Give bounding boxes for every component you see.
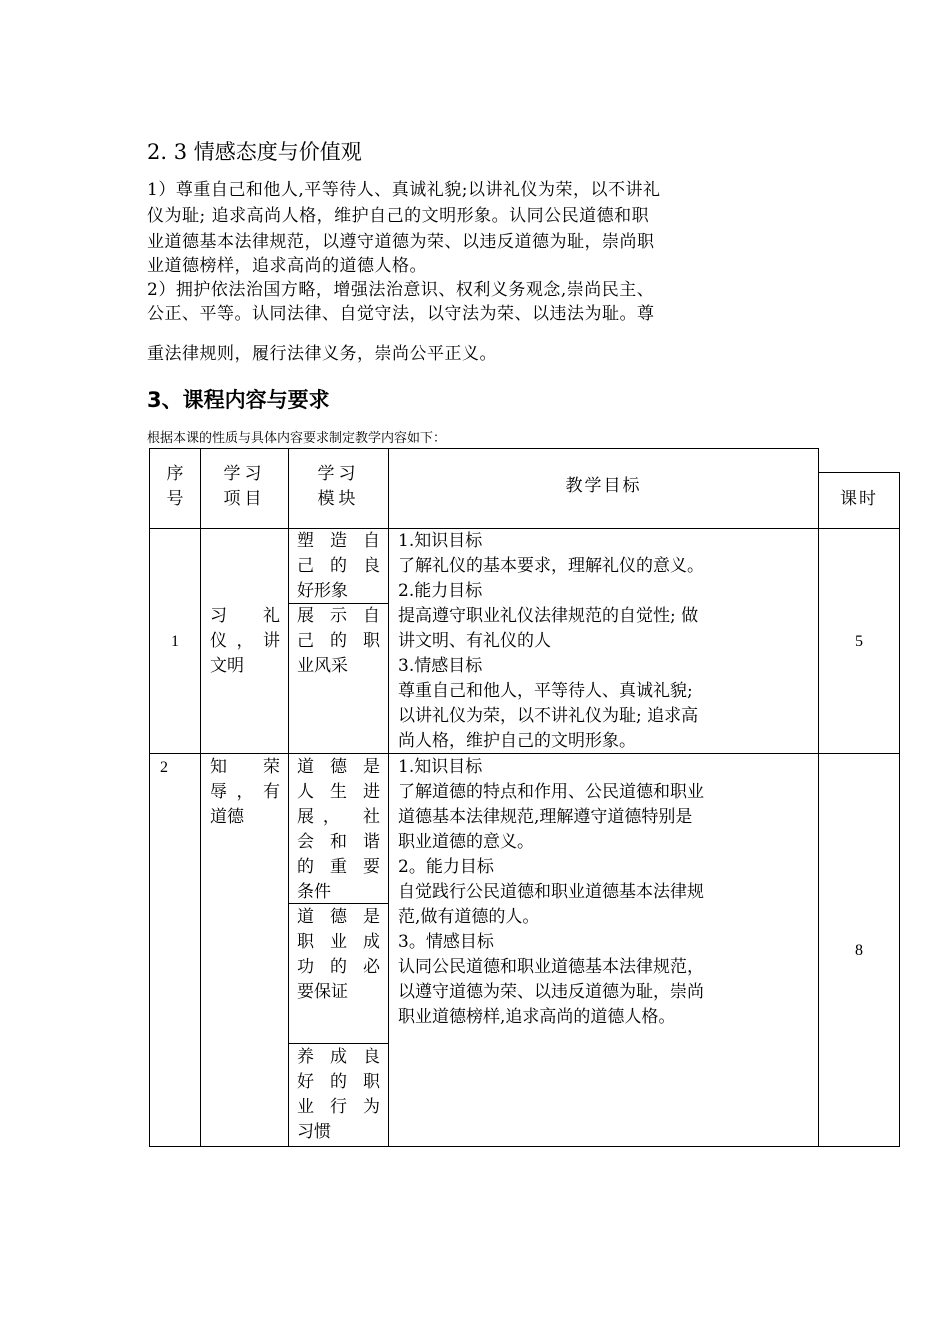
table-intro: 根据本课的性质与具体内容要求制定教学内容如下：	[147, 431, 447, 446]
table-rule	[288, 448, 289, 1147]
section-2-3-heading: 2. 3 情感态度与价值观	[147, 140, 362, 164]
row2-module-1: 道德是 人生进 展， 社 会和谐 的重要 条件	[297, 757, 380, 902]
table-rule	[149, 1146, 900, 1147]
table-rule	[899, 472, 900, 1147]
header-goal: 教学目标	[565, 476, 642, 496]
paragraph-line: 业道德榜样，追求高尚的道德人格。	[147, 256, 427, 276]
row2-seq: 2	[160, 759, 168, 776]
row1-module-1: 塑造自 己的良 好形象	[297, 531, 380, 601]
paragraph-line: 2）拥护依法治国方略，增强法治意识、权利义务观念,崇尚民主、	[147, 280, 655, 300]
row1-goals: 1.知识目标 了解礼仪的基本要求，理解礼仪的意义。 2.能力目标 提高遵守职业礼仪法律规范的自觉性; 做 讲文明、有礼仪的人 3.情感目标 尊重自己和他人，平等待人、真诚礼貌; 以讲礼仪为荣，以不讲礼仪为耻; 追求高 尚人格，维护自己的文明形象。	[398, 531, 704, 751]
row1-project: 习 礼 仪，讲 文明	[210, 606, 280, 676]
header-project: 学习 项目	[223, 464, 266, 509]
table-rule	[388, 448, 389, 1147]
row1-seq: 1	[171, 633, 179, 650]
row2-hours: 8	[855, 942, 863, 959]
paragraph-line: 重法律规则，履行法律义务，崇尚公平正义。	[147, 344, 497, 364]
header-module: 学习 模块	[317, 464, 360, 509]
row1-hours: 5	[855, 633, 863, 650]
table-rule	[149, 448, 819, 449]
paragraph-line: 1）尊重自己和他人,平等待人、真诚礼貌;以讲礼仪为荣，以不讲礼	[147, 180, 661, 200]
table-rule	[818, 472, 900, 473]
table-rule	[200, 448, 201, 1147]
header-hours: 课时	[840, 489, 878, 509]
paragraph-line: 仪为耻; 追求高尚人格，维护自己的文明形象。认同公民道德和职	[147, 206, 650, 226]
header-seq: 序 号	[166, 464, 184, 509]
row1-module-2: 展示自 己的职 业风采	[297, 606, 380, 676]
row2-module-3: 养成良 好的职 业行为 习惯	[297, 1047, 380, 1142]
section-3-heading: 3、课程内容与要求	[147, 388, 330, 412]
paragraph-line: 公正、平等。认同法律、自觉守法，以守法为荣、以违法为耻。尊	[147, 304, 655, 324]
paragraph-line: 业道德基本法律规范，以遵守道德为荣、以违反道德为耻，崇尚职	[147, 232, 655, 252]
table-rule	[149, 448, 150, 1147]
row2-goals: 1.知识目标 了解道德的特点和作用、公民道德和职业 道德基本法律规范,理解遵守道德特别是 职业道德的意义。 2。能力目标 自觉践行公民道德和职业道德基本法律规 范,做有道德的人。 3。情感目标 认同公民道德和职业道德基本法律规范， 以遵守道德为荣、以违反道德为耻，崇尚 职业道德榜样,追求高尚的道德人格。	[398, 757, 704, 1027]
row2-project: 知 荣 辱，有 道德	[210, 757, 280, 827]
table-rule	[818, 448, 819, 1147]
row2-module-2: 道德是 职业成 功的必 要保证	[297, 907, 380, 1002]
table-rule	[288, 1043, 388, 1044]
